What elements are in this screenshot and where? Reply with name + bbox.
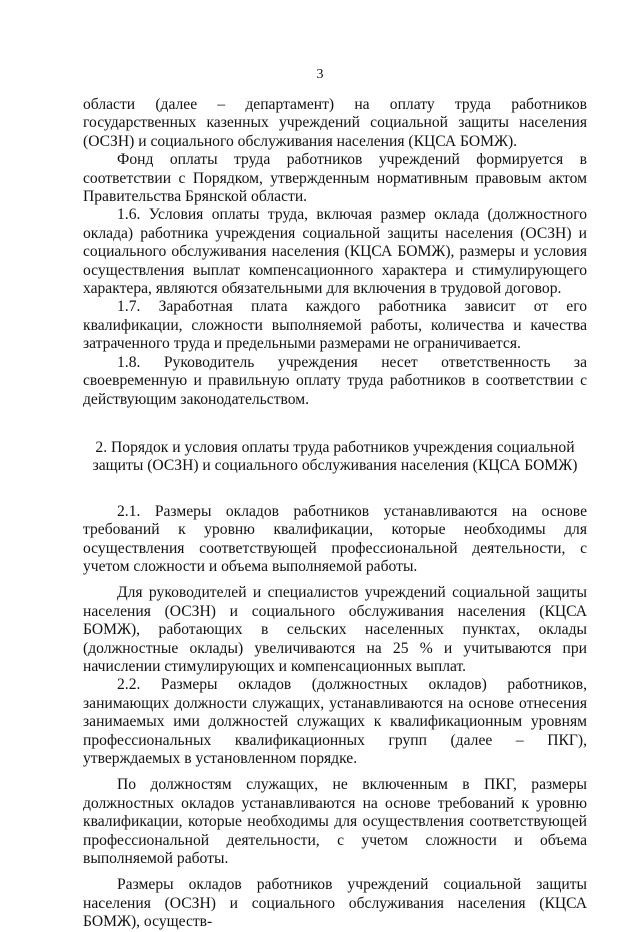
paragraph-rural-increase: Для руководителей и специалистов учреждений социальной защиты населения (ОСЗН) и социального обслуживания населения (КЦСА БОМЖ), работающих в сельских населенных пунктах, оклады (должностные оклады) увеличиваются на 25 % и учитываются при начислении стимулирующих и компенсационных выплат.	[83, 584, 587, 675]
paragraph-2-2: 2.2. Размеры окладов (должностных окладов) работников, занимающих должности служащих, устанавливаются на основе отнесения занимаемых ими должностей служащих к квалификационным уровням профессиональных квалификационных групп (далее – ПКГ), утверждаемых в установленном порядке.	[83, 676, 587, 767]
page-number: 3	[316, 67, 324, 82]
paragraph-salary-sizes: Размеры окладов работников учреждений социальной защиты населения (ОСЗН) и социального обслуживания населения (КЦСА БОМЖ), осуществ-	[83, 876, 587, 931]
paragraph-2-1: 2.1. Размеры окладов работников устанавливаются на основе требований к уровню квалификации, которые необходимы для осуществления соответствующей профессиональной деятельности, с учетом сложности и объема выполняемой работы.	[83, 502, 587, 575]
paragraph-1-8: 1.8. Руководитель учреждения несет ответственность за своевременную и правильную оплату труда работников в соответствии с действующим законодательством.	[83, 353, 587, 408]
paragraph-1-7: 1.7. Заработная плата каждого работника зависит от его квалификации, сложности выполняемой работы, количества и качества затраченного труда и предельными размерами не ограничивается.	[83, 298, 587, 353]
document-body	[83, 96, 587, 932]
paragraph-non-pkg-positions: По должностям служащих, не включенным в ПКГ, размеры должностных окладов устанавливаются на основе требований к уровню квалификации, которые необходимы для осуществления соответствующей профессиональной деятельности, с учетом сложности и объема выполняемой работы.	[83, 776, 587, 868]
paragraph-continuation: области (далее – департамент) на оплату труда работников государственных казенных учреждений социальной защиты населения (ОСЗН) и социального обслуживания населения (КЦСА БОМЖ).	[83, 96, 587, 150]
section-heading: 2. Порядок и условия оплаты труда работников учреждения социальной защиты (ОСЗН) и социального обслуживания населения (КЦСА БОМЖ)	[92, 438, 578, 475]
paragraph-1-6: 1.6. Условия оплаты труда, включая размер оклада (должностного оклада) работника учреждения социальной защиты населения (ОСЗН) и социального обслуживания населения (КЦСА БОМЖ), размеры и условия осуществления выплат компенсационного характера и стимулирующего характера, являются обязательными для включения в трудовой договор.	[83, 206, 587, 298]
paragraph-wage-fund: Фонд оплаты труда работников учреждений формируется в соответствии с Порядком, утвержденным нормативным правовым актом Правительства Брянской области.	[83, 151, 587, 206]
